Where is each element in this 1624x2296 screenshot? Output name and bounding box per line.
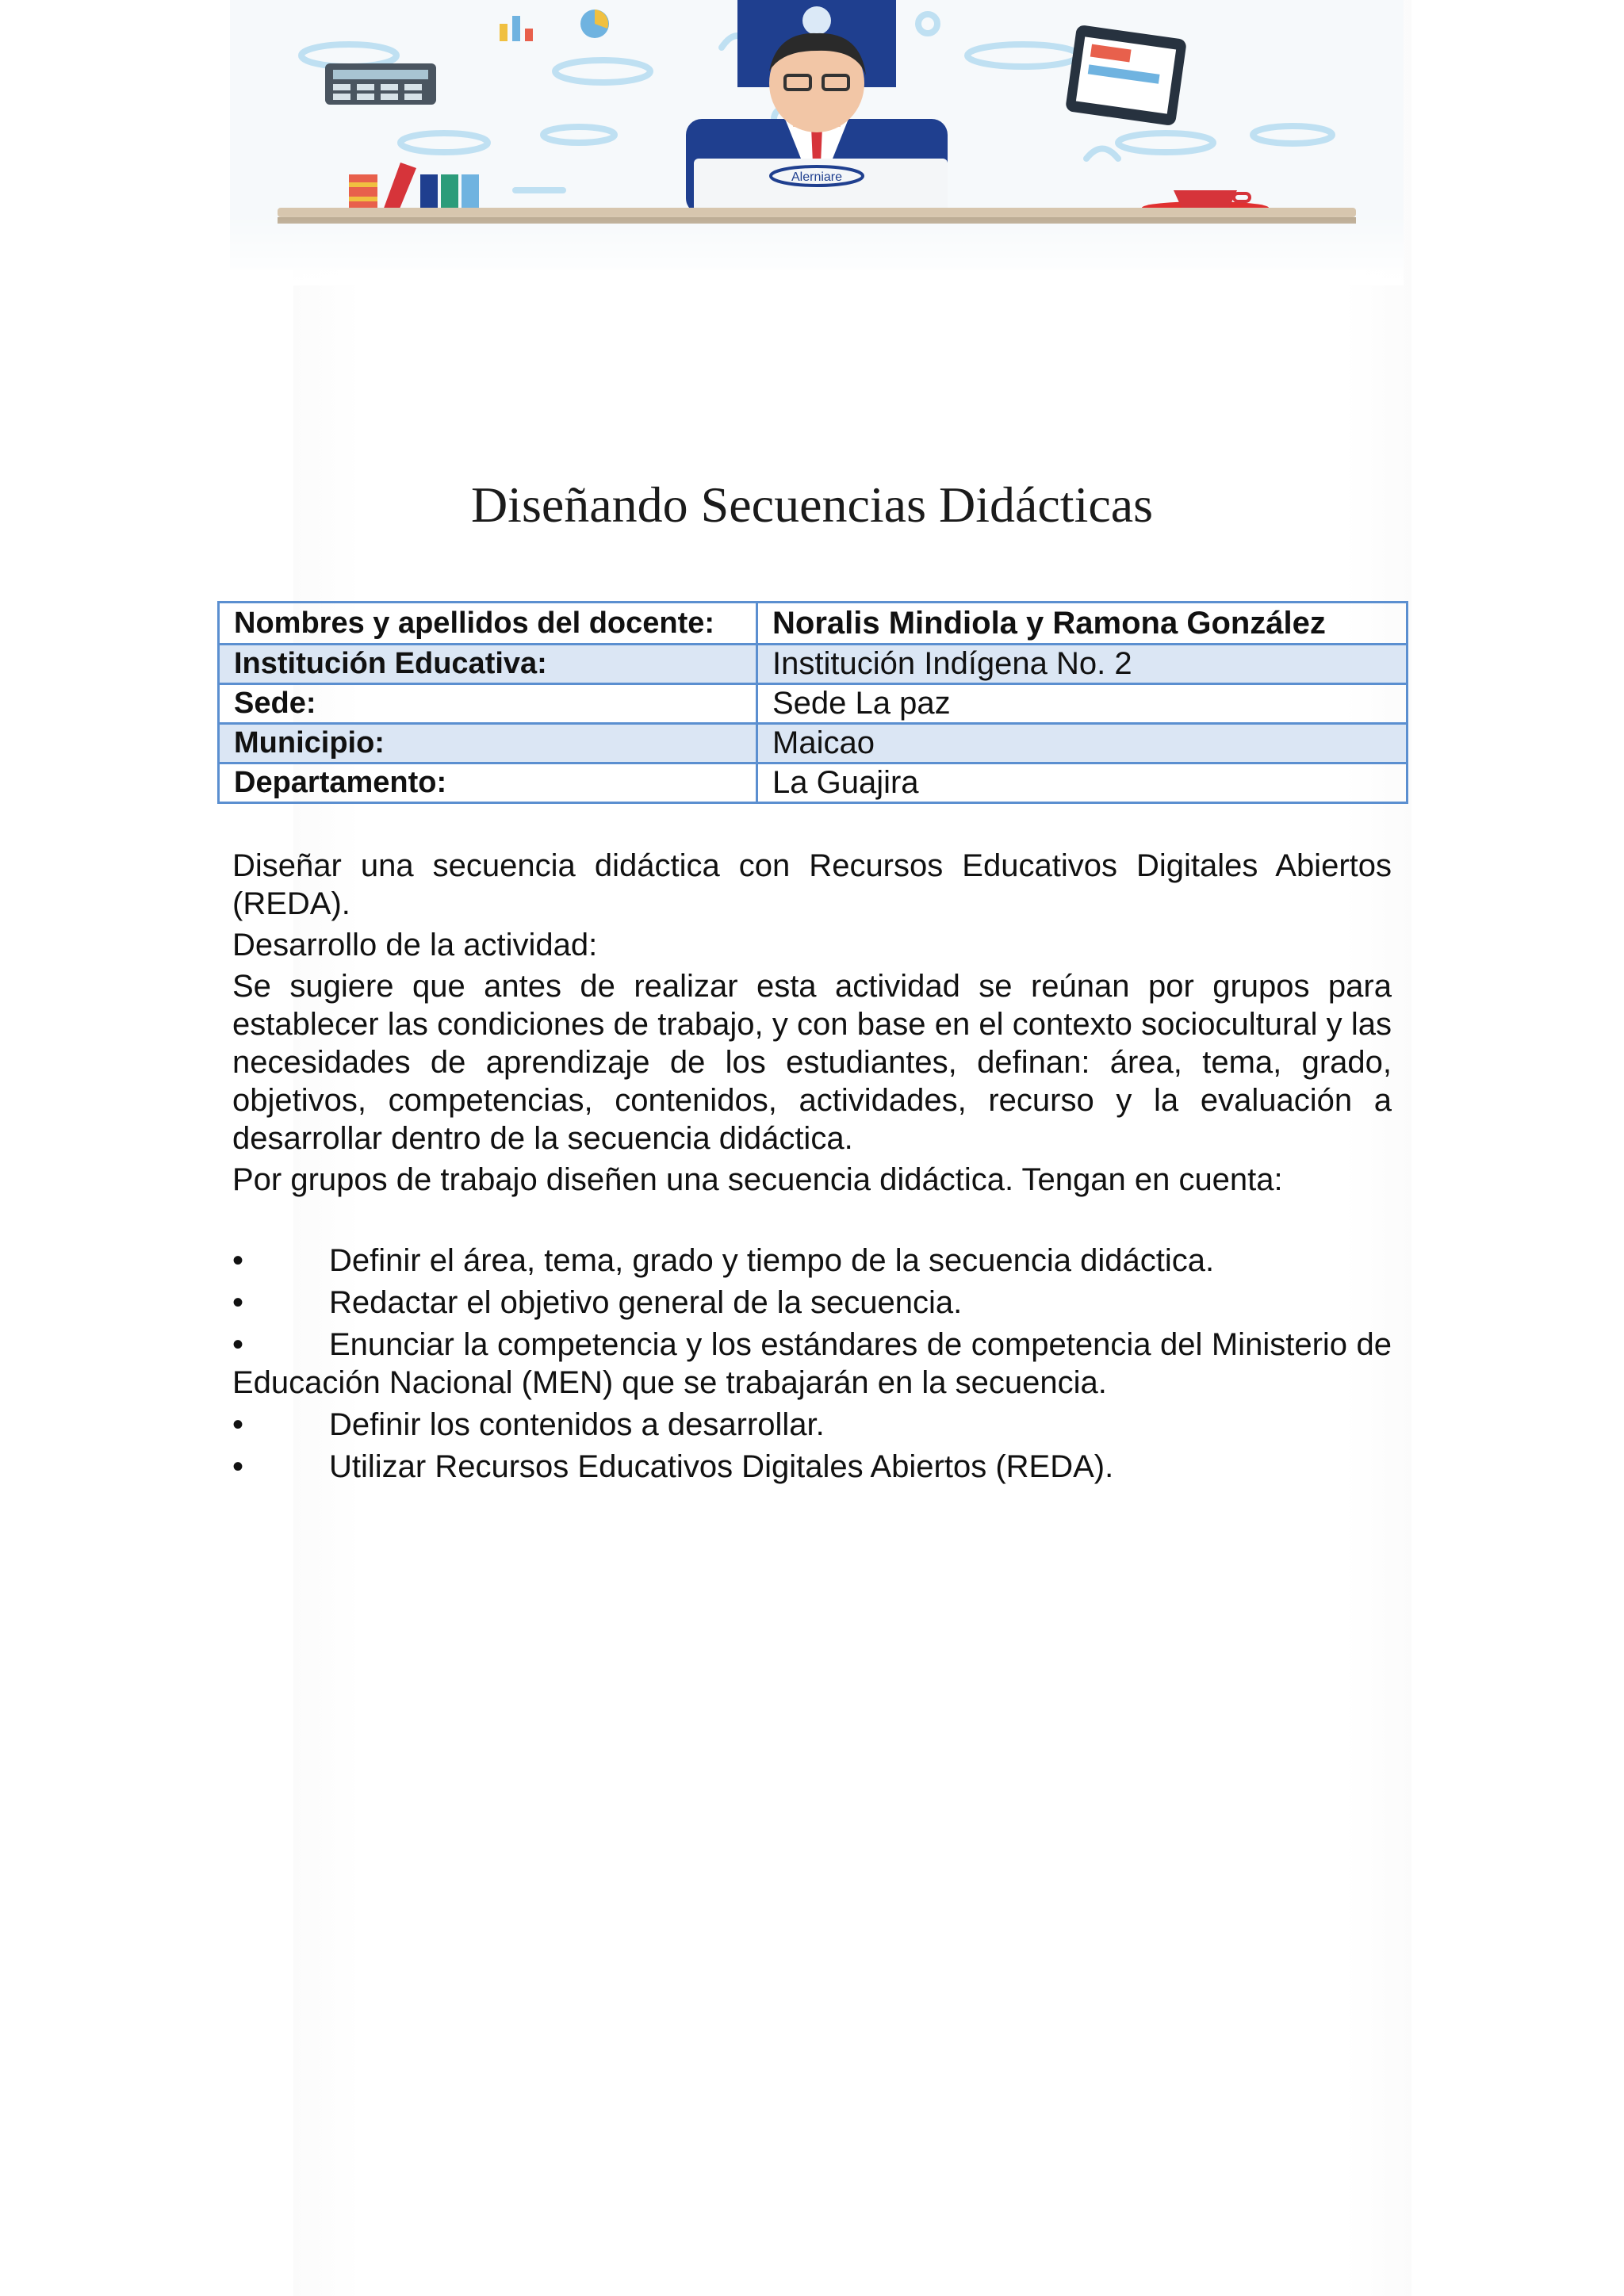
- table-row: [219, 603, 1408, 645]
- table-value: Noralis Mindiola y Ramona González: [757, 603, 1408, 645]
- table-row: [219, 645, 1408, 684]
- table-label: Departamento:: [219, 763, 757, 803]
- table-label: Municipio:: [219, 724, 757, 763]
- objective-paragraph: Diseñar una secuencia didáctica con Recursos Educativos Digitales Abiertos (REDA).: [232, 848, 1392, 921]
- calculator-icon: [325, 63, 436, 105]
- table-value: Institución Indígena No. 2: [757, 645, 1408, 684]
- list-item: [232, 1284, 1392, 1322]
- laptop-logo-text: Alerniare: [791, 170, 843, 184]
- table-label: Nombres y apellidos del docente:: [219, 603, 757, 645]
- header-illustration: [230, 0, 1404, 285]
- bullet-icon: •: [232, 1285, 244, 1320]
- list-item: [232, 1406, 1392, 1444]
- table-value: La Guajira: [757, 763, 1408, 803]
- bullet-icon: •: [232, 1449, 244, 1484]
- table-value: Sede La paz: [757, 684, 1408, 724]
- tablet-icon: [1065, 25, 1187, 126]
- table-row: [219, 763, 1408, 803]
- list-item-text: Enunciar la competencia y los estándares de competencia del Ministerio de Educación Nacional (MEN) que se trabajarán en la secuencia.: [232, 1327, 1392, 1400]
- list-item-text: Definir el área, tema, grado y tiempo de la secuencia didáctica.: [329, 1243, 1215, 1278]
- laptop-icon: [694, 159, 948, 214]
- bullet-icon: •: [232, 1243, 244, 1278]
- document-title: Diseñando Secuencias Didácticas: [470, 476, 1154, 533]
- table-row: [219, 684, 1408, 724]
- bullet-icon: •: [232, 1327, 244, 1362]
- list-item-text: Redactar el objetivo general de la secuencia.: [329, 1285, 963, 1320]
- spacer: [232, 1199, 1392, 1242]
- development-heading: Desarrollo de la actividad:: [232, 928, 598, 962]
- table-value: Maicao: [757, 724, 1408, 763]
- table-label: Institución Educativa:: [219, 645, 757, 684]
- teacher-desk-illustration: [230, 0, 1404, 285]
- list-item-text: Definir los contenidos a desarrollar.: [329, 1407, 825, 1442]
- table-label: Sede:: [219, 684, 757, 724]
- list-item: [232, 1242, 1392, 1280]
- instruction-paragraph: Por grupos de trabajo diseñen una secuencia didáctica. Tengan en cuenta:: [232, 1162, 1283, 1197]
- list-item: [232, 1448, 1392, 1486]
- suggestion-paragraph: Se sugiere que antes de realizar esta actividad se reúnan por grupos para establecer las condiciones de trabajo, y con base en el contexto sociocultural y las necesidades de aprendizaje de los estudiantes, definan: área, tema, grado, objetivos, competencias, contenidos, actividades, recurso y la evaluación a desarrollar dentro de la secuencia didáctica.: [232, 969, 1392, 1156]
- teacher-info-table: [217, 601, 1408, 804]
- list-item-text: Utilizar Recursos Educativos Digitales Abiertos (REDA).: [329, 1449, 1114, 1484]
- table-row: [219, 724, 1408, 763]
- bullet-icon: •: [232, 1407, 244, 1442]
- list-item: [232, 1326, 1392, 1402]
- activity-content: [232, 847, 1392, 1486]
